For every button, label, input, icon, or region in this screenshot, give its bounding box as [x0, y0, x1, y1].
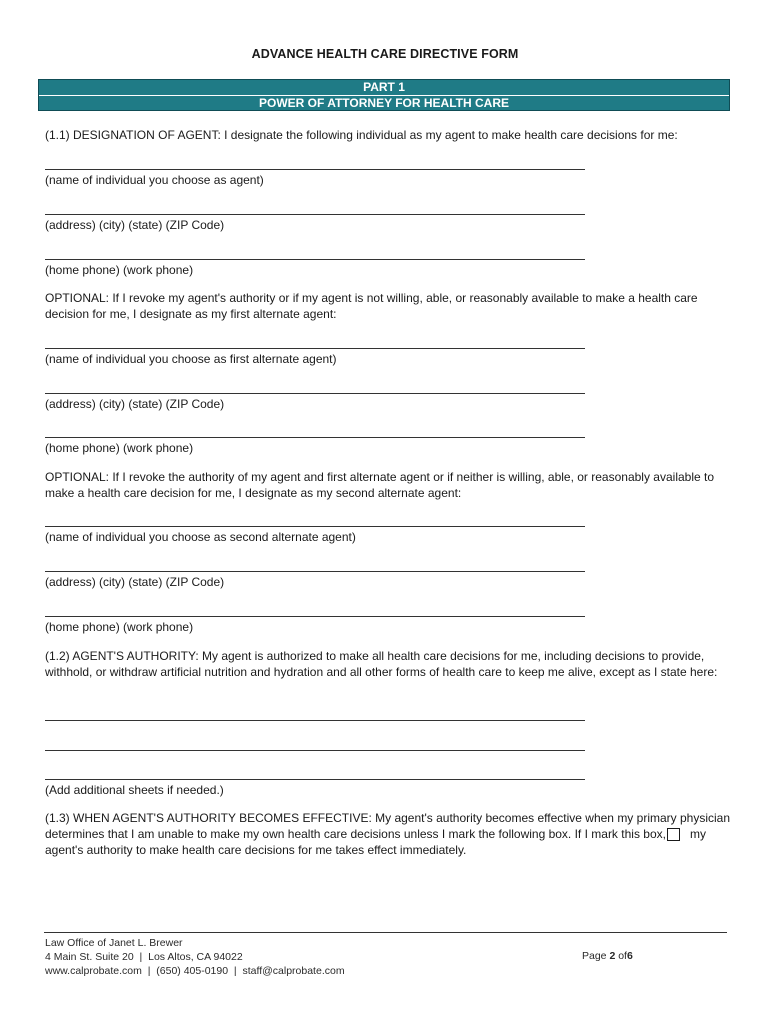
- authority-exception-line-1[interactable]: [45, 720, 585, 721]
- agent-phone-line[interactable]: [45, 259, 585, 260]
- agent-name-label: (name of individual you choose as agent): [45, 173, 264, 187]
- second-alt-name-line[interactable]: [45, 526, 585, 527]
- footer-firm-name: Law Office of Janet L. Brewer: [45, 937, 183, 949]
- immediate-effect-checkbox[interactable]: [667, 828, 680, 841]
- first-alt-name-line[interactable]: [45, 348, 585, 349]
- second-alt-name-label: (name of individual you choose as second alternate agent): [45, 530, 356, 544]
- page-total: 6: [626, 950, 633, 962]
- first-alt-address-label: (address) (city) (state) (ZIP Code): [45, 397, 225, 411]
- authority-effective-text: [45, 810, 730, 858]
- form-title: ADVANCE HEALTH CARE DIRECTIVE FORM: [251, 47, 519, 61]
- footer-divider: [44, 932, 727, 933]
- agent-authority-text: (1.2) AGENT'S AUTHORITY: My agent is authorized to make all health care decisions for me, including decisions to provide, withhold, or withdraw artificial nutrition and hydration and all other forms of health care to keep me alive, except as I state here:: [45, 649, 718, 679]
- footer-address: 4 Main St. Suite 20 | Los Altos, CA 94022: [45, 951, 243, 963]
- first-alternate-intro: OPTIONAL: If I revoke my agent's authority or if my agent is not willing, able, or reasonably available to make a health care decision for me, I designate as my first alternate agent:: [45, 291, 698, 321]
- page-prefix: Page: [582, 950, 607, 962]
- designation-intro: (1.1) DESIGNATION OF AGENT: I designate the following individual as my agent to make health care decisions for me:: [45, 128, 678, 142]
- part-banner: [38, 79, 730, 111]
- first-alt-phone-line[interactable]: [45, 437, 585, 438]
- authority-exception-line-3[interactable]: [45, 779, 585, 780]
- part-number: PART 1: [39, 80, 729, 96]
- agent-phone-label: (home phone) (work phone): [45, 263, 194, 277]
- first-alt-name-label: (name of individual you choose as first alternate agent): [45, 352, 337, 366]
- second-alt-phone-label: (home phone) (work phone): [45, 620, 194, 634]
- second-alt-phone-line[interactable]: [45, 616, 585, 617]
- agent-address-label: (address) (city) (state) (ZIP Code): [45, 218, 225, 232]
- second-alt-address-line[interactable]: [45, 571, 585, 572]
- authority-effective-text-before: (1.3) WHEN AGENT'S AUTHORITY BECOMES EFFECTIVE: My agent's authority becomes effective when my primary physician determines that I am unable to make my own health care decisions unless I mark the following box. If I mark this box,: [45, 811, 731, 841]
- agent-address-line[interactable]: [45, 214, 585, 215]
- page-of: of: [618, 950, 627, 962]
- footer-contact: www.calprobate.com | (650) 405-0190 | staff@calprobate.com: [45, 965, 345, 977]
- authority-exception-line-2[interactable]: [45, 750, 585, 751]
- page-number: [582, 950, 633, 962]
- additional-sheets-label: (Add additional sheets if needed.): [45, 783, 224, 797]
- page-current: 2: [609, 950, 616, 962]
- authority-effective-text-after: my agent's authority to make health care decisions for me takes effect immediately.: [45, 827, 706, 857]
- agent-name-line[interactable]: [45, 169, 585, 170]
- part-title: POWER OF ATTORNEY FOR HEALTH CARE: [258, 96, 509, 110]
- first-alt-address-line[interactable]: [45, 393, 585, 394]
- second-alt-address-label: (address) (city) (state) (ZIP Code): [45, 575, 225, 589]
- first-alt-phone-label: (home phone) (work phone): [45, 441, 194, 455]
- second-alternate-intro: OPTIONAL: If I revoke the authority of my agent and first alternate agent or if neither is willing, able, or reasonably available to make a health care decision for me, I designate as my second alternate agent:: [45, 470, 715, 500]
